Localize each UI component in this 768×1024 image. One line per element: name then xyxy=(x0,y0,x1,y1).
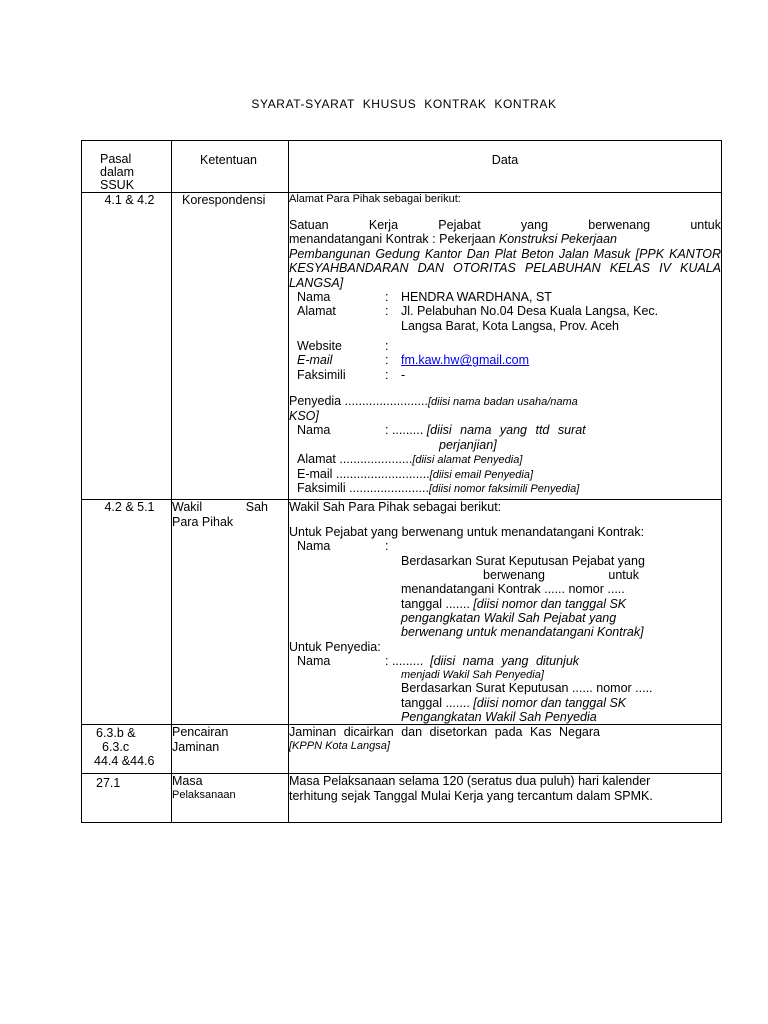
cell-pasal: 4.2 & 5.1 xyxy=(82,500,172,725)
table-row xyxy=(82,774,722,823)
penyedia-faksimili: Faksimili .......................[diisi nomor faksimili Penyedia] xyxy=(297,481,580,496)
wakil-penyedia-nama: Nama : ......... [diisi nama yang ditunjuk xyxy=(297,654,580,669)
cell-ketentuan: Korespondensi xyxy=(172,193,289,500)
header-data: Data xyxy=(289,141,722,193)
cell-data: Masa Pelaksanaan selama 120 (seratus dua puluh) hari kalender terhitung sejak Tanggal Mulai Kerja yang tercantum dalam SPMK. xyxy=(289,774,722,823)
pejabat-website: Website : xyxy=(297,339,389,354)
table-header-row xyxy=(82,141,722,193)
cell-pasal: 4.1 & 4.2 xyxy=(82,193,172,500)
cell-ketentuan: Pencairan Jaminan xyxy=(172,725,289,774)
wakil-penyedia-berdasarkan: menjadi Wakil Sah Penyedia] Berdasarkan Surat Keputusan ...... nomor ..... tanggal ....... [diisi nomor dan tanggal SK Pengangkatan Wakil Sah Penyedia xyxy=(401,668,653,724)
header-pasal-line: SSUK xyxy=(100,178,135,193)
pejabat-nama: Nama : HENDRA WARDHANA, ST xyxy=(297,289,552,304)
penyedia-kso: KSO] xyxy=(289,408,319,423)
cell-ketentuan: Wakil Sah Para Pihak xyxy=(172,500,289,725)
table-row xyxy=(82,725,722,774)
satuan-line-2: menandatangani Kontrak : Pekerjaan Konstruksi Pekerjaan xyxy=(289,232,617,247)
satuan-line: Satuan Kerja Pejabat yang berwenang untuk xyxy=(289,218,721,233)
satuan-italic-text: Pembangunan Gedung Kantor Dan Plat Beton Jalan Masuk [PPK KANTOR KESYAHBANDARAN DAN OTORITAS PELABUHAN KELAS IV KUALA LANGSA] xyxy=(289,246,721,290)
wakil-pejabat-heading: Untuk Pejabat yang berwenang untuk menandatangani Kontrak: xyxy=(289,524,645,539)
cell-pasal: 27.1 xyxy=(82,774,172,823)
email-link[interactable]: fm.kaw.hw@gmail.com xyxy=(401,353,529,368)
korespondensi-intro: Alamat Para Pihak sebagai berikut: xyxy=(289,193,461,206)
cell-data xyxy=(289,500,722,725)
pejabat-alamat: Alamat : Jl. Pelabuhan No.04 Desa Kuala Langsa, Kec. Langsa Barat, Kota Langsa, Prov. Aceh xyxy=(297,304,659,333)
header-pasal-line: Pasal xyxy=(100,152,132,166)
ssuk-table xyxy=(81,140,722,823)
table-row xyxy=(82,193,722,500)
pejabat-faksimili: Faksimili : - xyxy=(297,367,406,382)
table-row xyxy=(82,500,722,725)
penyedia-email: E-mail ...........................[diisi email Penyedia] xyxy=(297,466,534,481)
penyedia-line: Penyedia ........................[diisi nama badan usaha/nama xyxy=(289,394,578,409)
penyedia-alamat: Alamat .....................[diisi alamat Penyedia] xyxy=(297,451,523,466)
wakil-pejabat-nama: Nama : xyxy=(297,539,389,554)
wakil-pejabat-berdasarkan: Berdasarkan Surat Keputusan Pejabat yang berwenang untuk menandatangani Kontrak ...... nomor ..... tanggal ....... [diisi nomor dan tanggal SK pengangkatan Wakil Sah Pejabat yang berwenang untuk menandatangani Kontrak] xyxy=(401,553,645,640)
cell-ketentuan: Masa Pelaksanaan xyxy=(172,774,289,823)
cell-data xyxy=(289,193,722,500)
header-pasal-line: dalam xyxy=(100,165,135,180)
document-title: SYARAT-SYARAT KHUSUS KONTRAK KONTRAK xyxy=(251,97,557,111)
header-pasal xyxy=(82,141,172,193)
wakil-intro: Wakil Sah Para Pihak sebagai berikut: xyxy=(289,500,502,515)
wakil-penyedia-heading: Untuk Penyedia: xyxy=(289,639,381,654)
penyedia-nama: Nama : ......... [diisi nama yang ttd surat perjanjian] xyxy=(297,423,586,452)
pejabat-email: E-mail : fm.kaw.hw@gmail.com xyxy=(297,353,529,368)
header-ketentuan: Ketentuan xyxy=(172,141,289,193)
cell-data: Jaminan dicairkan dan disetorkan pada Kas Negara [KPPN Kota Langsa] xyxy=(289,725,722,774)
cell-pasal: 6.3.b & 6.3.c 44.4 &44.6 xyxy=(82,725,172,774)
